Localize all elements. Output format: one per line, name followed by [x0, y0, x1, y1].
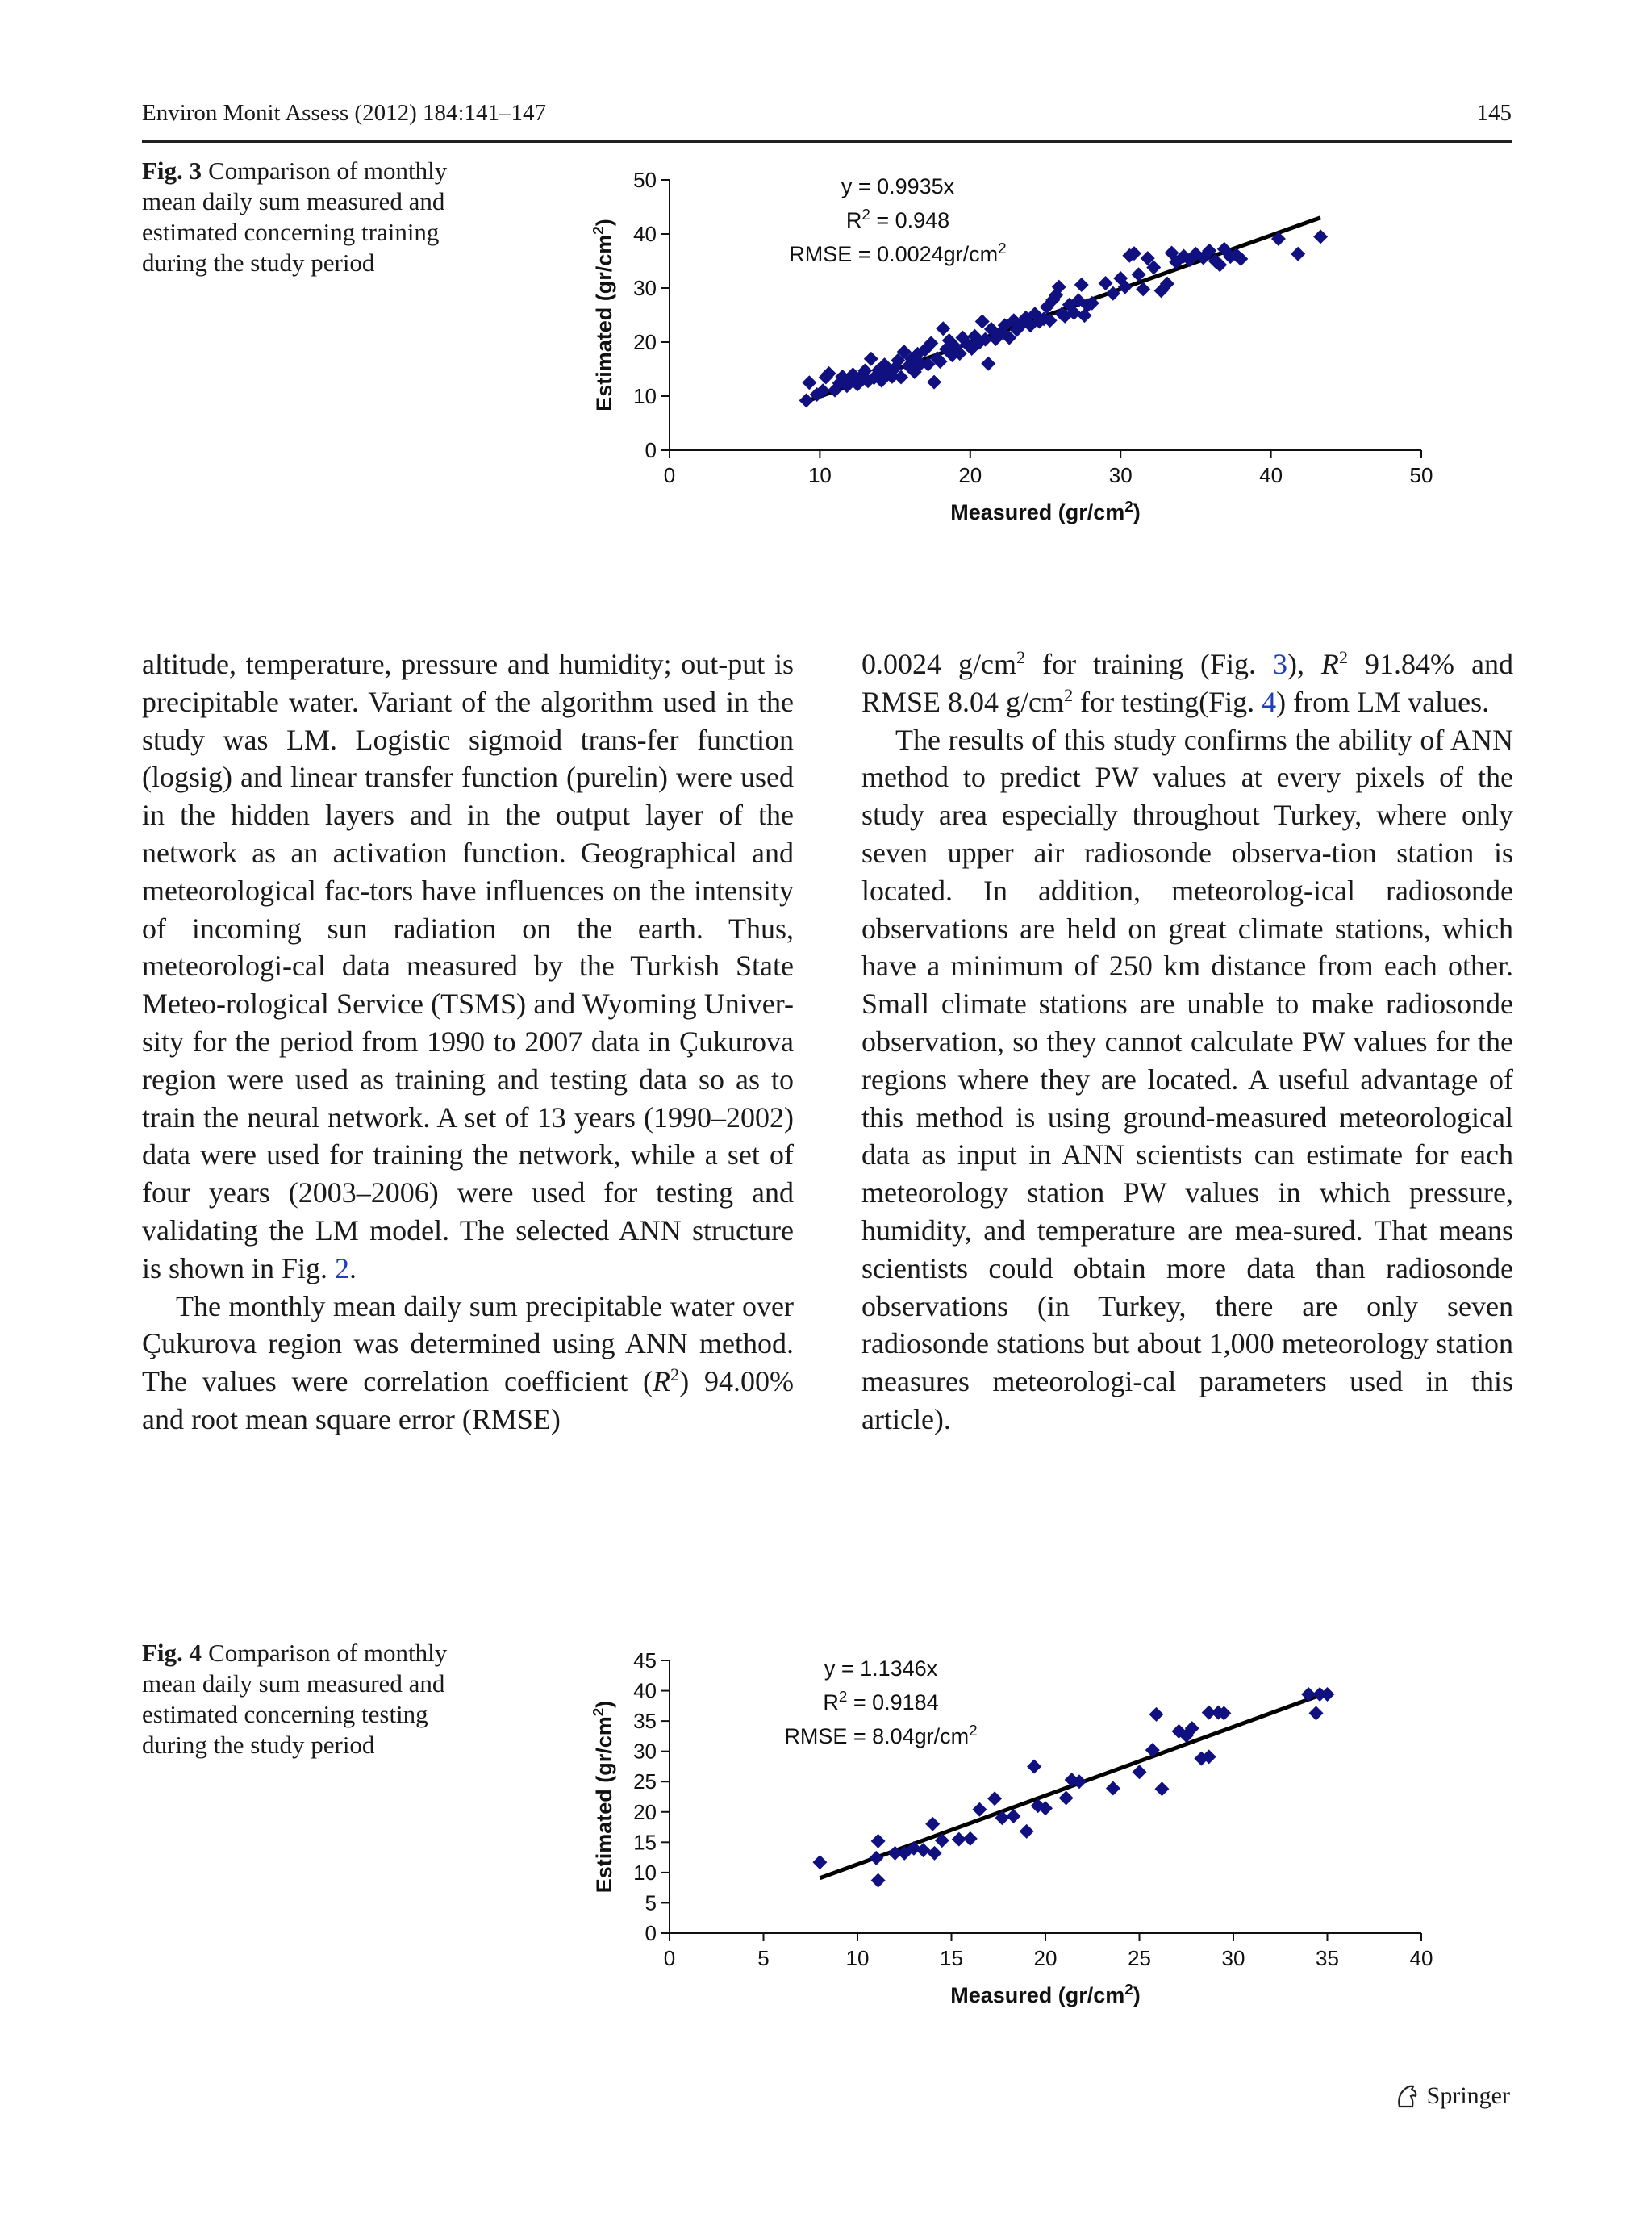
page-number: 145 — [1476, 100, 1512, 126]
right-p1-text: for testing(Fig. — [1073, 685, 1262, 718]
x-tick-label: 30 — [1221, 1946, 1245, 1970]
data-point — [1291, 247, 1305, 261]
superscript: 2 — [1016, 647, 1026, 667]
springer-horse-icon — [1393, 2082, 1420, 2110]
data-point — [1149, 1707, 1163, 1722]
right-paragraph-1 — [861, 645, 1513, 721]
y-tick-label: 25 — [633, 1769, 657, 1794]
data-point — [869, 1851, 883, 1865]
data-point — [972, 1802, 987, 1817]
fig-4-link[interactable]: 4 — [1262, 685, 1277, 718]
x-tick-label: 15 — [940, 1946, 963, 1970]
x-tick-label: 40 — [1259, 463, 1283, 487]
y-axis-label: Estimated $(gr/cm^2)$ — [590, 1700, 616, 1894]
left-p1-text: altitude, temperature, pressure and humidity; out-put is precipitable water. Variant of the algorithm used in the study was LM. Logistic sigmoid trans-fer function (logsig) and linear transfer function (purelin) were used in the hidden layers and in the output layer of the network as an activation function. Geographical and meteorological fac-tors have influences on the intensity of incoming sun radiation on the earth. Thus, meteorologi-cal data measured by the Turkish State Meteo-rological Service (TSMS) and Wyoming Univer-sity for the period from 1990 to 2007 data in Çukurova region were used as training and testing data so as to train the neural network. A set of 13 years (1990–2002) data were used for training the network, while a set of four years (2003–2006) were used for testing and validating the LM model. The selected ANN structure is shown in Fig. — [142, 648, 794, 1284]
running-header — [142, 95, 1512, 143]
publisher-name: Springer — [1426, 2082, 1510, 2109]
data-point — [1099, 276, 1113, 290]
y-tick-label: 10 — [633, 384, 657, 408]
data-point — [981, 357, 995, 371]
equation-annotation: RMSE = $0.0024gr/cm^2$ — [789, 240, 1007, 266]
data-point — [1313, 229, 1328, 244]
data-point — [864, 352, 878, 366]
data-point — [1077, 308, 1091, 323]
y-tick-label: 35 — [633, 1709, 657, 1734]
figure-4-label: Fig. 4 — [142, 1639, 202, 1667]
y-tick-label: 15 — [633, 1830, 657, 1855]
fig-3-link[interactable]: 3 — [1272, 648, 1287, 680]
y-tick-label: 10 — [633, 1860, 657, 1885]
superscript: 2 — [1338, 647, 1349, 667]
y-tick-label: 30 — [633, 276, 657, 300]
left-p2-end: ) 94.00% and root mean square error (RMSE) — [142, 1365, 794, 1435]
data-point — [871, 1834, 886, 1848]
data-point — [1074, 278, 1089, 292]
x-axis-label: Measured $(gr/cm^2)$ — [950, 498, 1141, 524]
figure-3-caption — [142, 156, 448, 278]
fig-2-link[interactable]: 2 — [335, 1251, 350, 1284]
x-tick-label: 30 — [1108, 463, 1133, 487]
data-point — [963, 1831, 978, 1846]
data-point — [812, 1855, 827, 1869]
x-tick-label: 20 — [1033, 1946, 1058, 1970]
data-point — [802, 375, 816, 390]
x-tick-label: 10 — [845, 1946, 870, 1970]
figure-3-scatter-chart — [565, 161, 1452, 541]
x-tick-label: 50 — [1409, 463, 1433, 487]
data-point — [987, 1791, 1002, 1806]
data-point — [927, 375, 941, 390]
y-axis-label: Estimated $(gr/cm^2)$ — [590, 219, 616, 411]
data-point — [1027, 1759, 1041, 1773]
x-tick-label: 25 — [1128, 1946, 1151, 1970]
data-point — [1106, 1781, 1120, 1795]
superscript: 2 — [1064, 684, 1074, 705]
y-tick-label: 20 — [633, 1799, 657, 1824]
figure-3-label: Fig. 3 — [142, 157, 202, 185]
superscript: 2 — [670, 1364, 680, 1385]
figure-3-caption-text: Comparison of monthly mean daily sum measured and estimated concerning training during the study period — [142, 157, 448, 277]
y-tick-label: 5 — [645, 1890, 657, 1915]
y-tick-label: 0 — [645, 438, 657, 462]
y-tick-label: 40 — [633, 222, 657, 246]
publisher-footer — [1393, 2082, 1510, 2110]
data-point — [936, 321, 950, 336]
y-tick-label: 20 — [633, 330, 657, 354]
data-point — [871, 1873, 886, 1888]
left-paragraph-1 — [142, 645, 794, 1288]
x-tick-label: 0 — [663, 463, 676, 487]
data-point — [1133, 1765, 1147, 1779]
right-p1-text: 91.84% and RMSE 8.04 g/cm — [861, 648, 1513, 718]
x-tick-label: 5 — [757, 1946, 770, 1970]
right-column — [861, 645, 1513, 1439]
y-tick-label: 0 — [645, 1921, 657, 1945]
figure-4-caption-text: Comparison of monthly mean daily sum measured and estimated concerning testing during the study period — [142, 1639, 448, 1759]
x-tick-label: 10 — [807, 463, 832, 487]
data-point — [1320, 1687, 1335, 1702]
right-p1-text: 0.0024 g/cm — [861, 648, 1016, 680]
data-point — [916, 1843, 931, 1857]
y-tick-label: 45 — [633, 1648, 657, 1673]
x-tick-label: 40 — [1409, 1946, 1433, 1970]
equation-annotation: $R^2 = 0.9184$ — [823, 1688, 939, 1714]
left-p2-text: The monthly mean daily sum precipitable water over Çukurova region was determined using ANN method. The values were correlation coefficient ( — [142, 1289, 794, 1398]
r-symbol: R — [653, 1365, 671, 1398]
right-p1-end: ) from LM values. — [1276, 685, 1490, 718]
x-tick-label: 20 — [958, 463, 982, 487]
right-paragraph-2: The results of this study confirms the ability of ANN method to predict PW values at every pixels of the study area especially throughout Turkey, where only seven upper air radiosonde observa-tion station is located. In addition, meteorolog-ical radiosonde observations are held on great climate stations, which have a minimum of 250 km distance from each other. Small climate stations are unable to make radiosonde observation, so they cannot calculate PW values for the regions where they are located. A useful advantage of this method is using ground-measured meteorological data as input in ANN scientists can estimate for each meteorology station PW values in which pressure, humidity, and temperature are mea-sured. That means scientists could obtain more data than radiosonde observations (in Turkey, there are only seven radiosonde stations but about 1,000 meteorology station measures meteorologi-cal parameters used in this article). — [861, 723, 1513, 1435]
x-axis-label: Measured $(gr/cm^2)$ — [950, 1981, 1141, 2007]
equation-annotation: y = 0.9935x — [841, 174, 955, 198]
right-p1-text: for training (Fig. — [1025, 648, 1273, 680]
left-paragraph-2 — [142, 1288, 794, 1439]
y-tick-label: 30 — [633, 1739, 657, 1764]
left-column — [142, 645, 794, 1439]
data-point — [1154, 1781, 1169, 1796]
data-point — [1020, 1824, 1034, 1839]
data-point — [925, 1817, 940, 1831]
figure-4-caption — [142, 1638, 448, 1760]
equation-annotation: y = 1.1346x — [824, 1656, 938, 1681]
equation-annotation: $R^2 = 0.948$ — [845, 206, 950, 232]
data-point — [1059, 1791, 1074, 1806]
x-tick-label: 35 — [1316, 1946, 1339, 1970]
data-point — [1309, 1706, 1324, 1720]
right-p1-text: ), — [1287, 648, 1321, 680]
x-tick-label: 0 — [663, 1946, 676, 1970]
r-symbol: R — [1320, 648, 1339, 680]
figure-4-scatter-chart — [565, 1638, 1452, 2025]
equation-annotation: RMSE = $8.04gr/cm^2$ — [784, 1722, 978, 1748]
left-p1-end: . — [349, 1251, 357, 1284]
journal-citation: Environ Monit Assess (2012) 184:141–147 — [142, 100, 547, 126]
data-point — [928, 1846, 942, 1861]
y-tick-label: 50 — [633, 168, 657, 192]
y-tick-label: 40 — [633, 1678, 657, 1703]
